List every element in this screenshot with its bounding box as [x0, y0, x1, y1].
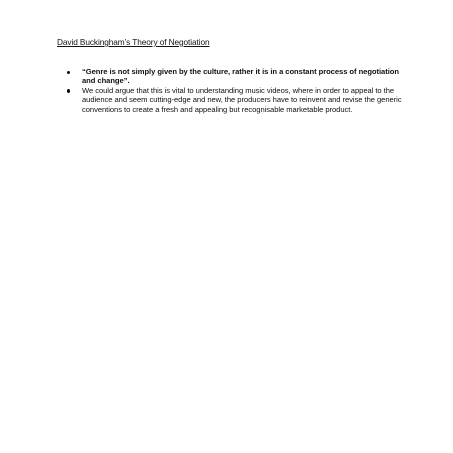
- bullet-icon: [67, 71, 70, 74]
- document-title: David Buckingham’s Theory of Negotiation: [57, 37, 210, 47]
- bullet-icon: [67, 89, 70, 92]
- bullet-list: [67, 67, 412, 114]
- music-video-argument-text: We could argue that this is vital to understanding music videos, where in order to appeal to the audience and seem cutting-edge and new, the producers have to reinvent and revise the generic conventions to create a fresh and appealing but recognisable marketable product.: [82, 85, 402, 114]
- genre-quote-text: “Genre is not simply given by the culture, rather it is in a constant process of negotiation and change”.: [82, 67, 399, 86]
- bullet-item-argument: [67, 86, 412, 114]
- bullet-item-quote: [67, 67, 412, 86]
